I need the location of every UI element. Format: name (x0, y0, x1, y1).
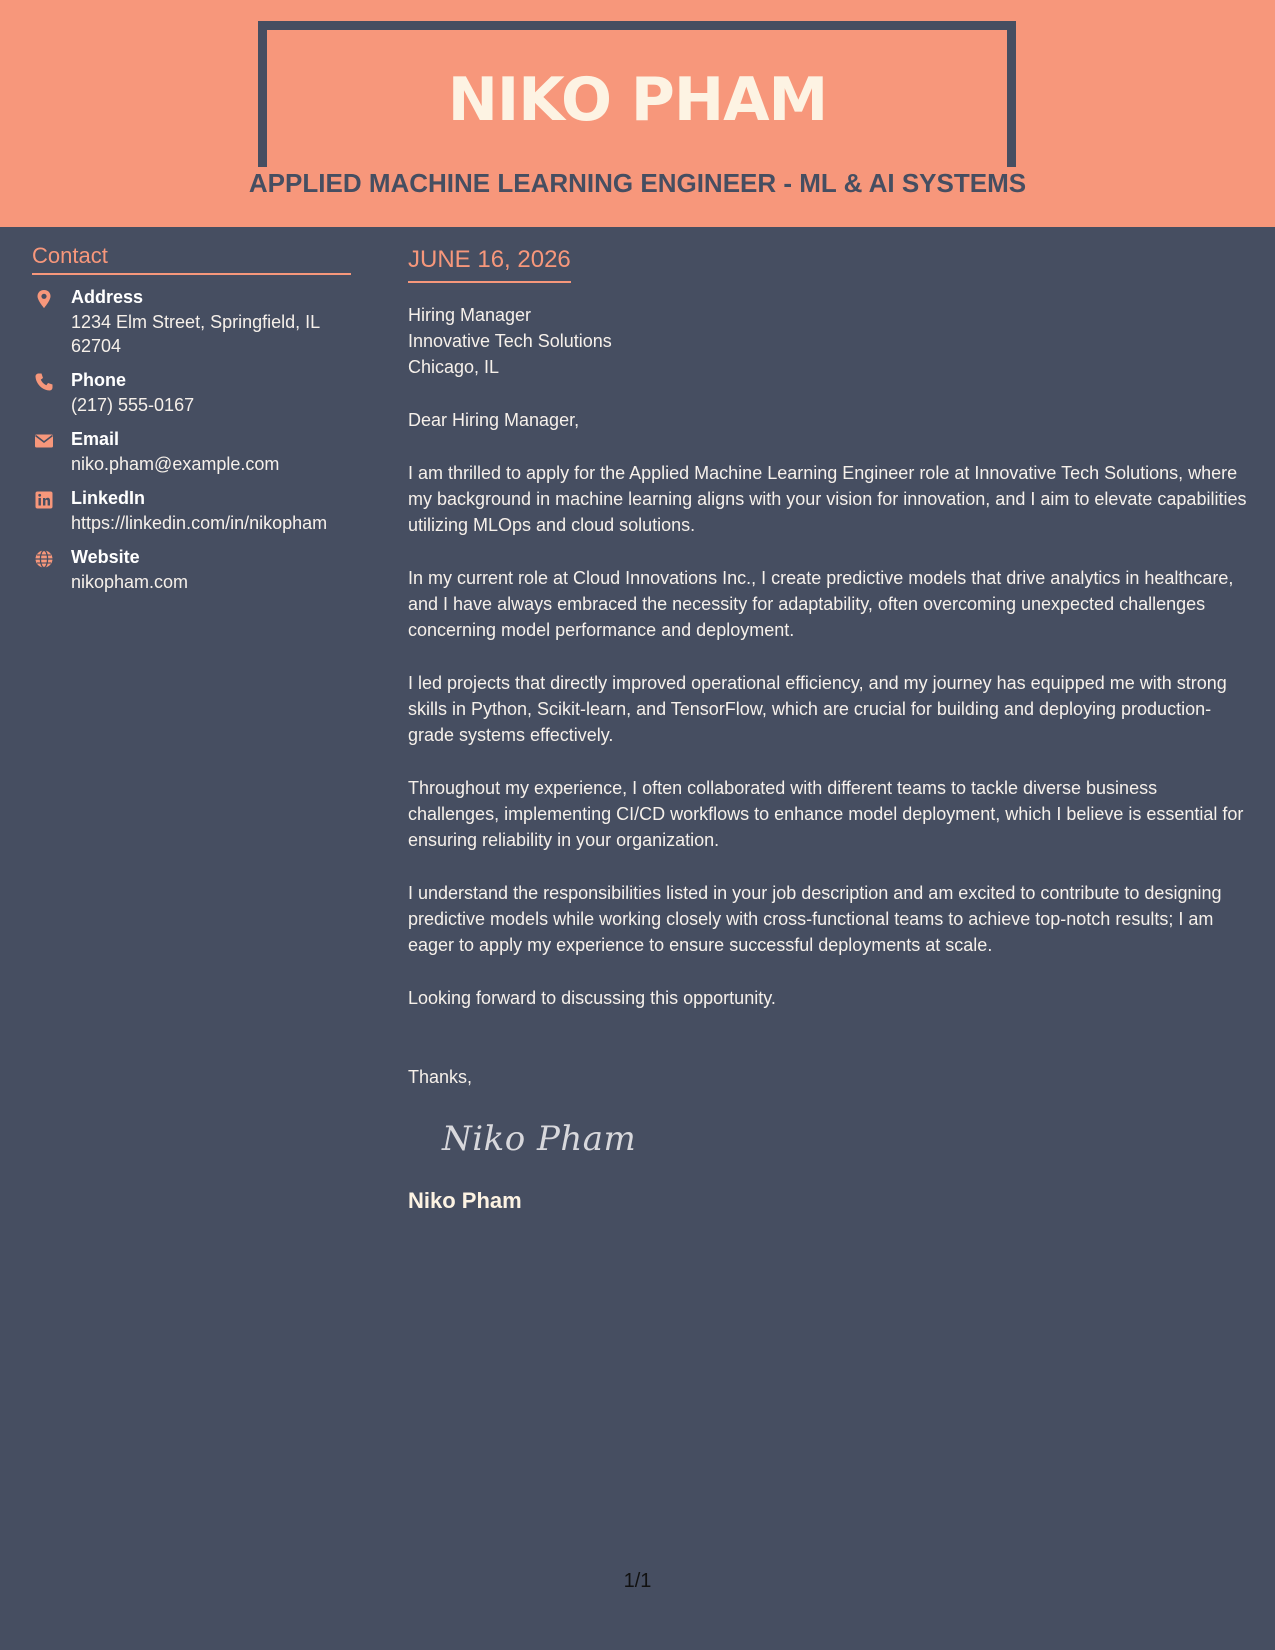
body-paragraph: In my current role at Cloud Innovations Inc., I create predictive models that drive analytics in healthcare, and I have always embraced the necessity for adaptability, often overcoming unexpected challenges concerning model performance and deployment. (408, 568, 1234, 640)
letter-body (408, 242, 1248, 1214)
contact-sidebar (32, 242, 351, 594)
salutation: Dear Hiring Manager, (408, 410, 580, 430)
recipient-line: Chicago, IL (408, 357, 500, 377)
recipient-line: Innovative Tech Solutions (408, 331, 612, 351)
linkedin-icon (34, 490, 54, 510)
body-paragraph: I understand the responsibilities listed in your job description and am excited to contribute to designing predictive models while working closely with cross-functional teams to achieve top-notch results; I am eager to apply my experience to ensure successful deployments at scale. (408, 883, 1222, 955)
closing-line: Thanks, (408, 1067, 473, 1087)
recipient-block (408, 302, 1248, 380)
phone-value: (217) 555-0167 (71, 395, 195, 415)
website-label: Website (71, 547, 140, 567)
job-title: APPLIED MACHINE LEARNING ENGINEER - ML & AI SYSTEMS (248, 168, 1027, 198)
header-banner (0, 0, 1275, 227)
signer-name: Niko Pham (408, 1188, 522, 1213)
address-label: Address (71, 287, 144, 307)
contact-email (32, 427, 351, 476)
website-value[interactable]: nikopham.com (71, 572, 189, 592)
address-value: 1234 Elm Street, Springfield, IL 62704 (71, 312, 320, 356)
envelope-icon (34, 431, 54, 451)
body-paragraph: Looking forward to discussing this opportunity. (408, 988, 776, 1008)
contact-address (32, 285, 351, 358)
phone-label: Phone (71, 370, 127, 390)
linkedin-value[interactable]: https://linkedin.com/in/nikopham (71, 513, 328, 533)
handwritten-signature: Niko Pham (442, 1119, 637, 1159)
email-label: Email (71, 429, 120, 449)
phone-icon (34, 372, 54, 392)
contact-phone (32, 368, 351, 417)
linkedin-label: LinkedIn (71, 488, 146, 508)
contact-heading: Contact (32, 242, 351, 275)
page-number: 1/1 (623, 1570, 652, 1592)
globe-icon (34, 549, 54, 569)
body-paragraph: Throughout my experience, I often collaborated with different teams to tackle diverse business challenges, implementing CI/CD workflows to enhance model deployment, which I believe is essential for ensuring reliability in your organization. (408, 778, 1244, 850)
map-pin-icon (34, 289, 54, 309)
body-paragraph: I am thrilled to apply for the Applied Machine Learning Engineer role at Innovative Tech Solutions, where my background in machine learning aligns with your vision for innovation, and I aim to elevate capabilities utilizing MLOps and cloud solutions. (408, 463, 1247, 535)
recipient-line: Hiring Manager (408, 305, 532, 325)
body-paragraph: I led projects that directly improved operational efficiency, and my journey has equipped me with strong skills in Python, Scikit-learn, and TensorFlow, which are crucial for building and deploying production-grade systems effectively. (408, 673, 1227, 745)
letter-date: JUNE 16, 2026 (408, 242, 571, 283)
contact-linkedin (32, 486, 351, 535)
contact-website (32, 545, 351, 594)
applicant-name: NIKO PHAM (447, 65, 828, 135)
email-value[interactable]: niko.pham@example.com (71, 454, 280, 474)
